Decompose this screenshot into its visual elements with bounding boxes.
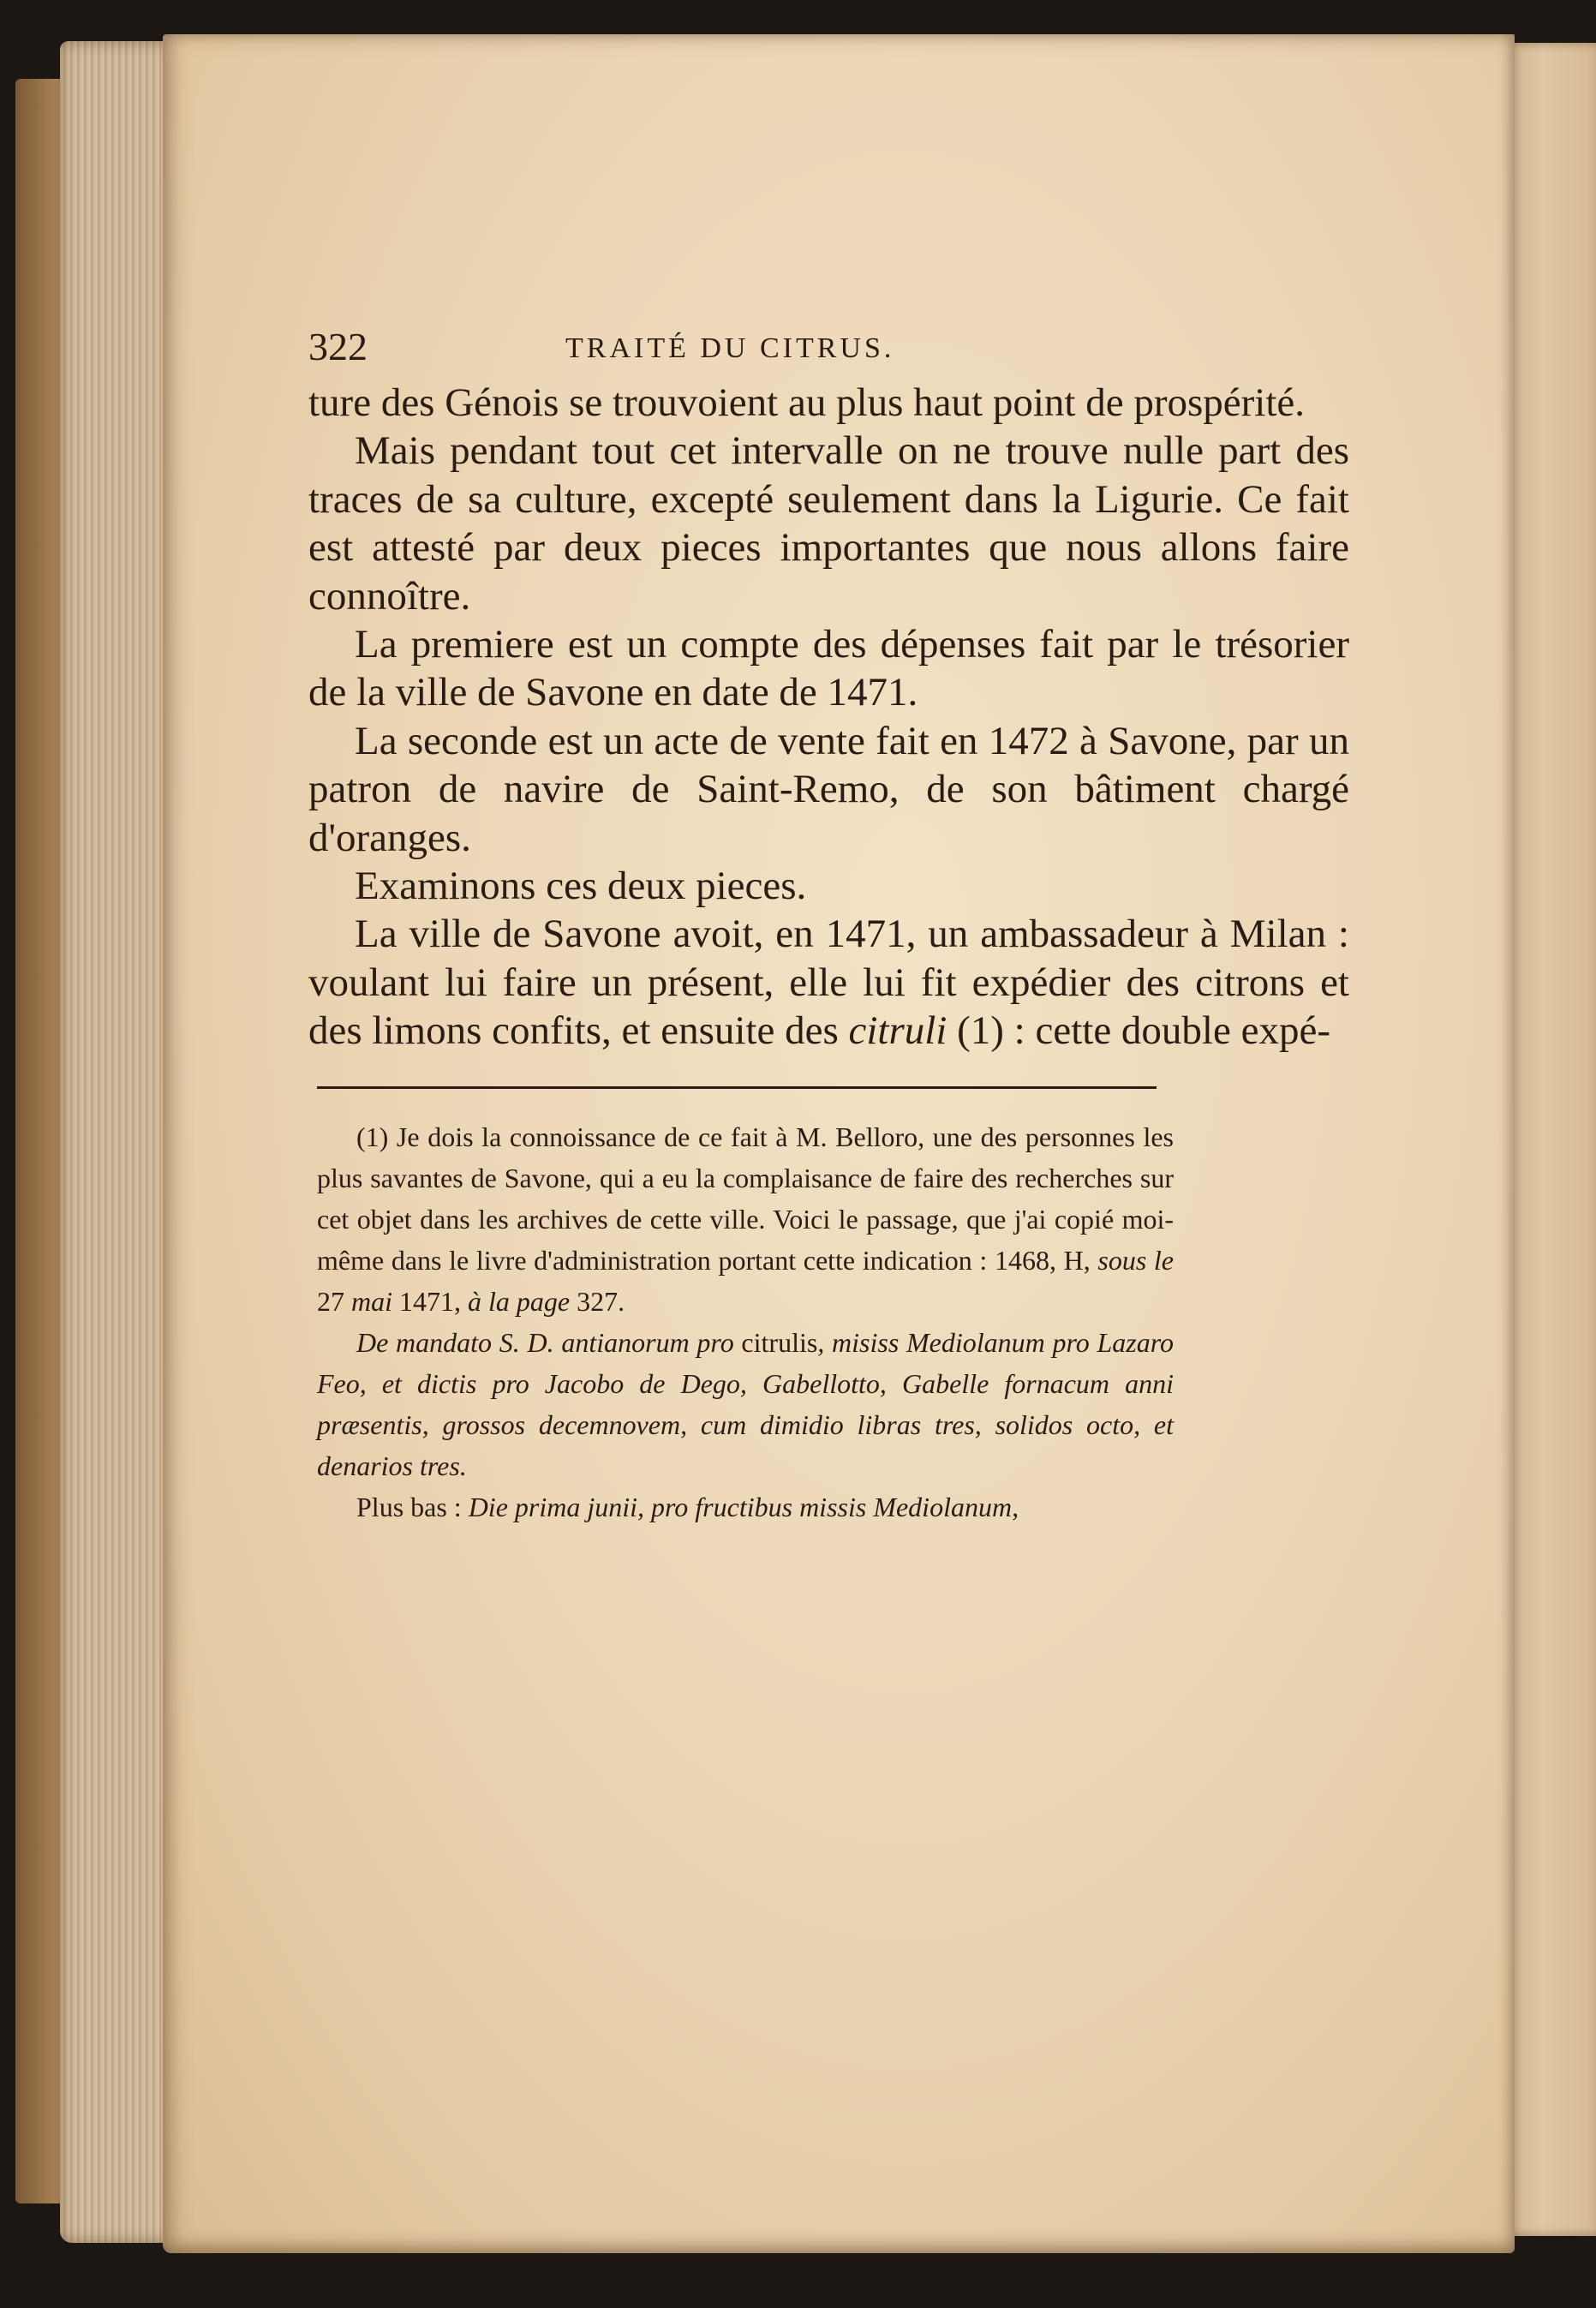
footnote-plus-bas xyxy=(317,1486,1174,1528)
footnote-1-italic-b: mai xyxy=(351,1285,392,1317)
footnote-1-italic-a: sous le xyxy=(1097,1244,1175,1276)
paragraph-5: Examinons ces deux pieces. xyxy=(355,864,807,909)
paragraph-1: ture des Génois se trouvoient au plus haut point de prospérité. xyxy=(308,380,1305,425)
running-title: TRAITÉ DU CITRUS. xyxy=(565,332,895,364)
paragraph-6 xyxy=(308,910,1349,1055)
paragraph-6-italic: citruli xyxy=(848,1008,947,1054)
paragraph-4: La seconde est un acte de vente fait en 1472 à Savone, par un patron de navire de Saint-Remo, de son bâtiment chargé d'oranges. xyxy=(308,718,1349,860)
paragraph-6-part-b: (1) : cette double expé- xyxy=(947,1008,1330,1054)
latin-quote-b: , misiss Mediolanum pro Lazaro Feo, et dictis pro Jacobo de Dego, Gabellotto, Gabelle fornacum anni præsentis, grossos decemnovem, cum dimidio libras tres, solidos octo, et denarios tres. xyxy=(317,1326,1175,1481)
running-head xyxy=(308,324,1349,379)
footnotes xyxy=(317,1116,1174,1528)
plus-bas-label: Plus bas : xyxy=(356,1491,469,1522)
footnote-latin-quote xyxy=(317,1322,1174,1486)
footnote-1-text-d: 327. xyxy=(570,1285,625,1317)
footnote-rule xyxy=(317,1086,1157,1089)
footnote-1-italic-c: à la page xyxy=(468,1285,571,1317)
latin-quote-a: De mandato S. D. antianorum pro xyxy=(356,1326,742,1358)
footnote-1-text: (1) Je dois la connoissance de ce fait à M. Belloro, une des personnes les plus savantes de Savone, qui a eu la complaisance de faire des recherches sur cet objet dans les archives de cette ville. Voici le passage, que j'ai copié moi-même dans le livre d'administration portant cette indication : 1468, H, xyxy=(317,1121,1174,1276)
footnote-1-text-b: 27 xyxy=(317,1285,351,1317)
paragraph-3: La premiere est un compte des dépenses fait par le trésorier de la ville de Savone en date de 1471. xyxy=(308,622,1349,715)
facing-page-edge xyxy=(1508,43,1596,2236)
page-number: 322 xyxy=(308,325,368,368)
page-text xyxy=(308,324,1349,1528)
paragraph-2: Mais pendant tout cet intervalle on ne trouve nulle part des traces de sa culture, excepté seulement dans la Ligurie. Ce fait est attesté par deux pieces importantes que nous allons faire connoître. xyxy=(308,428,1349,619)
paragraph-6-part-a: La ville de Savone avoit, en 1471, un ambassadeur à Milan : voulant lui faire un présent, elle lui fit expédier des citrons et des limons confits, et ensuite des xyxy=(308,912,1349,1054)
plus-bas-italic: Die prima junii, pro fructibus missis Mediolanum, xyxy=(468,1491,1019,1522)
footnote-1 xyxy=(317,1116,1174,1322)
latin-quote-upright: citrulis xyxy=(741,1326,818,1358)
footnote-1-text-c: 1471, xyxy=(392,1285,468,1317)
main-text xyxy=(308,379,1349,1055)
